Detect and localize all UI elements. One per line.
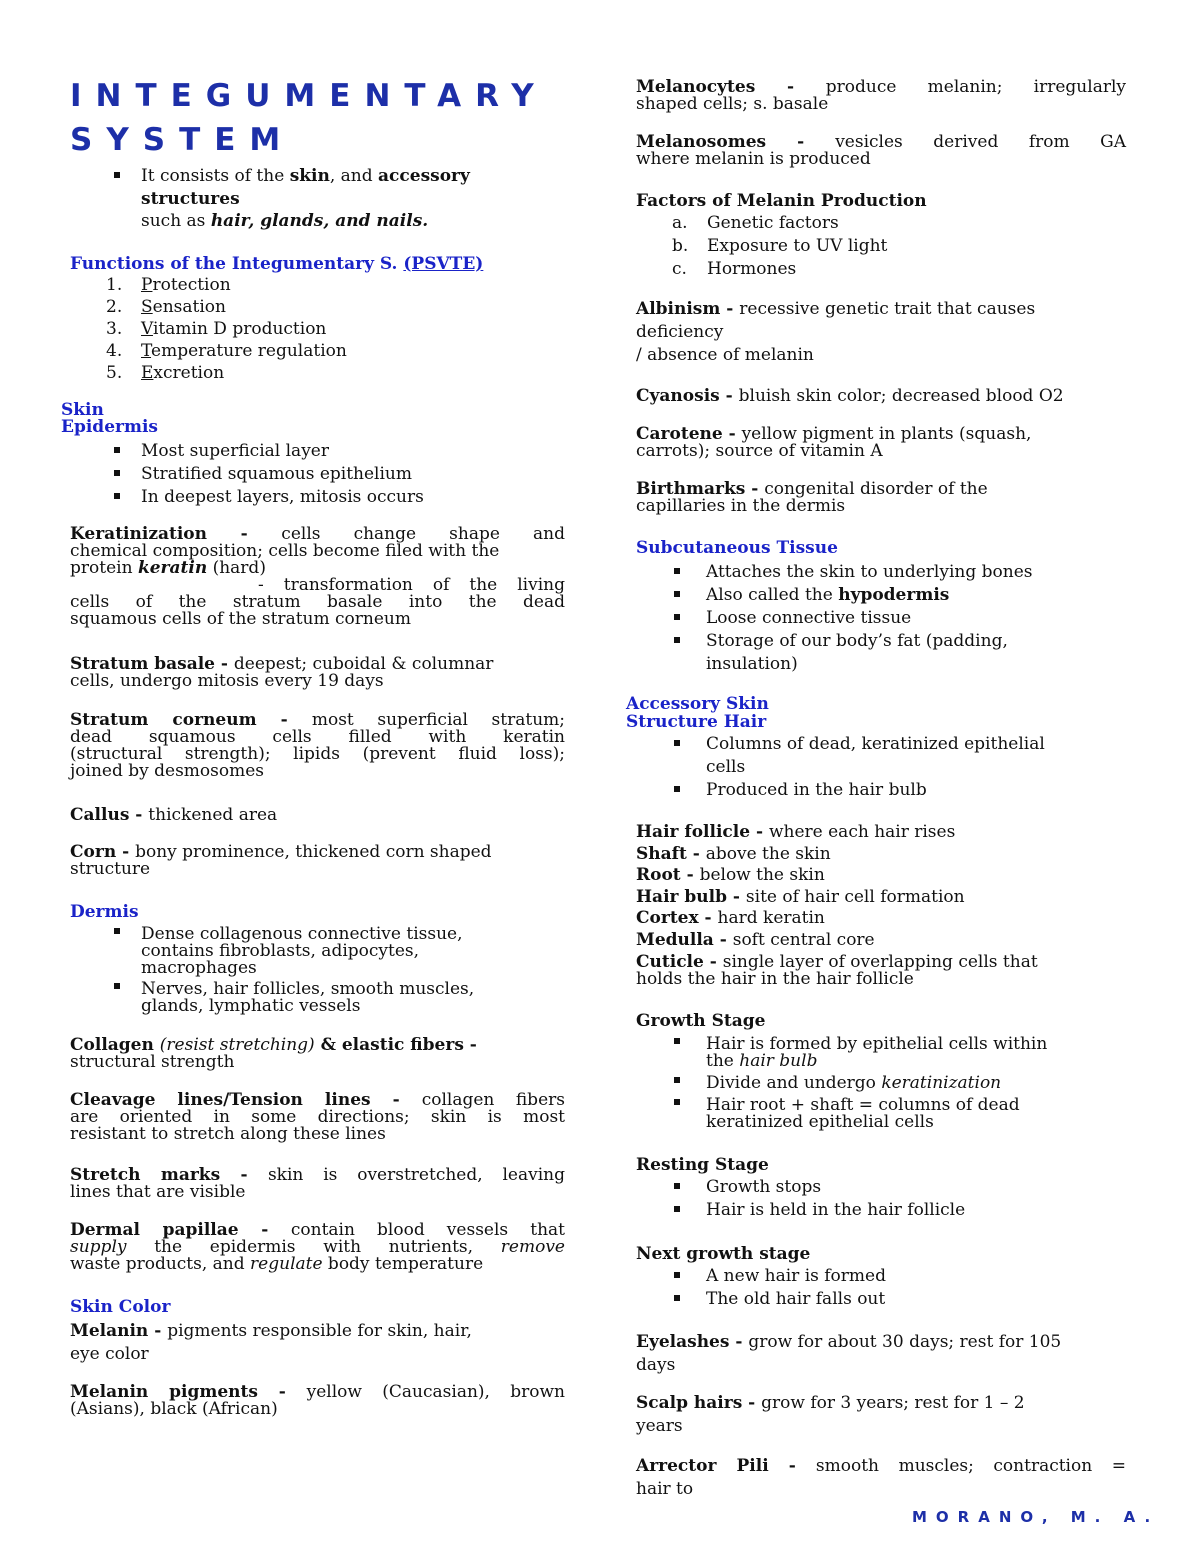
list-item: Loose connective tissue bbox=[626, 607, 1126, 630]
list-item: b. Exposure to UV light bbox=[672, 236, 888, 256]
list-item: Storage of our body’s fat (padding, insulation) bbox=[626, 630, 1126, 676]
cuticle-def: Cuticle - single layer of overlapping cells that holds the hair in the hair follicle bbox=[636, 952, 1038, 989]
scalp-hairs-def: Scalp hairs - grow for 3 years; rest for 1 – 2 years bbox=[636, 1393, 1025, 1436]
list-item: Hair is held in the hair follicle bbox=[626, 1199, 1126, 1222]
growth-stage-heading: Growth Stage bbox=[636, 1011, 766, 1031]
stretch-marks-def: Stretch marks - skin is overstretched, leaving lines that are visible bbox=[70, 1165, 565, 1202]
dermal-papillae-def: Dermal papillae - contain blood vessels that supply the epidermis with nutrients, remove waste products, and regulate body temperature bbox=[70, 1220, 565, 1274]
list-item: Cortex - hard keratin bbox=[636, 908, 825, 928]
dermis-list bbox=[70, 926, 565, 1015]
list-item: Columns of dead, keratinized epithelial cells bbox=[626, 733, 1126, 779]
list-item: a. Genetic factors bbox=[672, 213, 839, 233]
melanocytes-def: Melanocytes - produce melanin; irregularly shaped cells; s. basale bbox=[636, 77, 1126, 114]
page-title: INTEGUMENTARY SYSTEM bbox=[70, 78, 548, 158]
list-item: Nerves, hair follicles, smooth muscles, glands, lymphatic vessels bbox=[70, 981, 565, 1015]
arrector-pili-def: Arrector Pili - smooth muscles; contraction = hair to bbox=[636, 1456, 1126, 1499]
subcutaneous-list bbox=[626, 561, 1126, 676]
list-item: c. Hormones bbox=[672, 259, 797, 279]
list-item: 4. Temperature regulation bbox=[106, 341, 347, 361]
list-item: Hair is formed by epithelial cells within the hair bulb bbox=[626, 1036, 1126, 1070]
next-growth-heading: Next growth stage bbox=[636, 1244, 811, 1264]
list-item: The old hair falls out bbox=[626, 1288, 1126, 1311]
melanin-factors-list bbox=[636, 212, 1126, 281]
list-item: Also called the hypodermis bbox=[626, 584, 1126, 607]
subcutaneous-heading: Subcutaneous Tissue bbox=[636, 538, 838, 558]
author-footer: MORANO, M. A. bbox=[912, 1508, 1160, 1526]
hair-parts bbox=[636, 822, 1126, 951]
list-item: 3. Vitamin D production bbox=[106, 319, 327, 339]
skin-color-heading: Skin Color bbox=[70, 1297, 171, 1317]
resting-stage-list bbox=[626, 1176, 1126, 1222]
list-item: Divide and undergo keratinization bbox=[626, 1075, 1126, 1092]
melanin-factors-heading: Factors of Melanin Production bbox=[636, 191, 927, 211]
dermis-heading: Dermis bbox=[70, 902, 139, 922]
list-item: Hair follicle - where each hair rises bbox=[636, 822, 956, 842]
list-item: Most superficial layer bbox=[70, 440, 565, 463]
melanin-def: Melanin - pigments responsible for skin, hair, eye color bbox=[70, 1321, 472, 1364]
list-item: Growth stops bbox=[626, 1176, 1126, 1199]
carotene-def: Carotene - yellow pigment in plants (squash, carrots); source of vitamin A bbox=[636, 424, 1032, 461]
callus-def: Callus - thickened area bbox=[70, 805, 278, 825]
list-item: Produced in the hair bulb bbox=[626, 779, 1126, 802]
list-item: Stratified squamous epithelium bbox=[70, 463, 565, 486]
stratum-corneum-def: Stratum corneum - most superficial stratum; dead squamous cells filled with keratin (structural strength); lipids (prevent fluid loss); joined by desmosomes bbox=[70, 710, 565, 781]
eyelashes-def: Eyelashes - grow for about 30 days; rest for 105 days bbox=[636, 1332, 1062, 1375]
list-item: It consists of the skin, and accessory structures bbox=[70, 165, 565, 211]
list-item: Hair bulb - site of hair cell formation bbox=[636, 886, 965, 907]
stratum-basale-def: Stratum basale - deepest; cuboidal & columnar cells, undergo mitosis every 19 days bbox=[70, 654, 494, 691]
list-item: Hair root + shaft = columns of dead keratinized epithelial cells bbox=[626, 1097, 1126, 1131]
melanosomes-def: Melanosomes - vesicles derived from GA where melanin is produced bbox=[636, 132, 1126, 169]
intro-continuation: such as hair, glands, and nails. bbox=[141, 211, 429, 231]
hair-list bbox=[626, 733, 1126, 802]
list-item: Root - below the skin bbox=[636, 865, 825, 885]
next-growth-list bbox=[626, 1265, 1126, 1311]
epidermis-heading: Epidermis bbox=[61, 417, 158, 437]
list-item: Attaches the skin to underlying bones bbox=[626, 561, 1126, 584]
list-item: 5. Excretion bbox=[106, 363, 225, 383]
melanin-pigments-def: Melanin pigments - yellow (Caucasian), brown (Asians), black (African) bbox=[70, 1382, 565, 1419]
list-item: A new hair is formed bbox=[626, 1265, 1126, 1288]
intro-list bbox=[70, 165, 565, 211]
functions-heading: Functions of the Integumentary S. (PSVTE) bbox=[70, 254, 484, 274]
list-item: In deepest layers, mitosis occurs bbox=[70, 486, 565, 509]
keratinization-def: Keratinization - cells change shape and chemical composition; cells become filed with the protein keratin (hard) - transformation of the living cells of the stratum basale into the dead squamous cells of the stratum corneum bbox=[70, 524, 566, 629]
accessory-heading: Accessory Skin bbox=[626, 694, 769, 714]
collagen-def: Collagen (resist stretching) & elastic fibers - structural strength bbox=[70, 1035, 477, 1072]
functions-list bbox=[70, 274, 565, 384]
list-item: Medulla - soft central core bbox=[636, 929, 875, 950]
hair-heading: Structure Hair bbox=[626, 712, 767, 732]
skin-heading: Skin bbox=[61, 400, 104, 420]
list-item: 1. Protection bbox=[106, 275, 231, 295]
birthmarks-def: Birthmarks - congenital disorder of the capillaries in the dermis bbox=[636, 479, 988, 516]
corn-def: Corn - bony prominence, thickened corn shaped structure bbox=[70, 842, 492, 879]
list-item: Shaft - above the skin bbox=[636, 843, 831, 864]
cleavage-lines-def: Cleavage lines/Tension lines - collagen fibers are oriented in some directions; skin is most resistant to stretch along these lines bbox=[70, 1090, 565, 1144]
resting-stage-heading: Resting Stage bbox=[636, 1155, 769, 1175]
cyanosis-def: Cyanosis - bluish skin color; decreased blood O2 bbox=[636, 386, 1064, 406]
list-item: Dense collagenous connective tissue, contains fibroblasts, adipocytes, macrophages bbox=[70, 926, 565, 977]
albinism-def: Albinism - recessive genetic trait that causes deficiency / absence of melanin bbox=[636, 299, 1036, 365]
epidermis-list bbox=[70, 440, 565, 509]
growth-stage-list bbox=[626, 1036, 1126, 1131]
list-item: 2. Sensation bbox=[106, 297, 226, 317]
